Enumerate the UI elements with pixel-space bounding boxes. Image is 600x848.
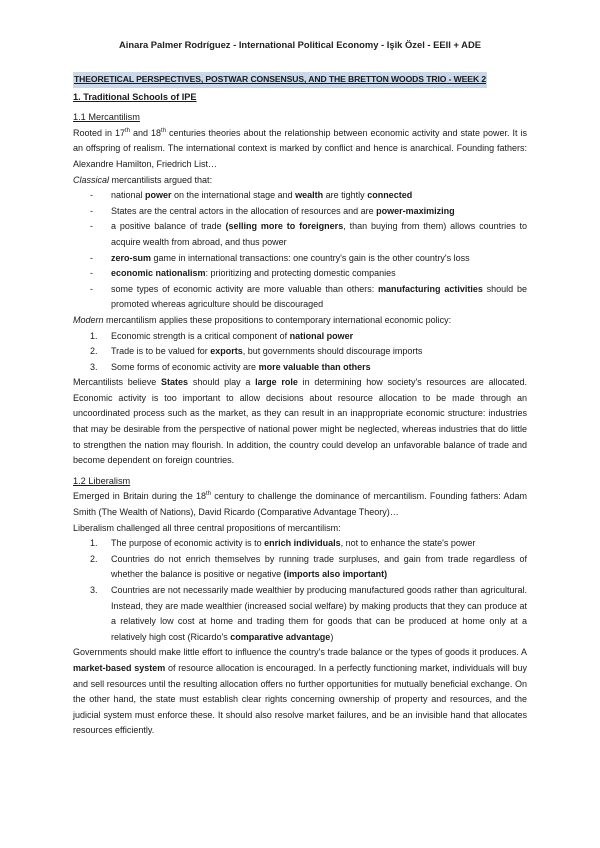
liberalism-paragraph-2: Governments should make little effort to influence the country's trade balance or the types of goods it produces. A market-based system of resource allocation is encouraged. In a perfectly functioning market, individuals will buy and sell resources until the resulting allocation offers no further opportunities for mutually beneficial exchange. On the other hand, the state must establish clear rights concerning ownership of property and resources, and the judicial system must enforce these. It should also resolve market failures, and be an invisible hand that allocates resources efficiently. bbox=[73, 647, 527, 736]
page-header: Ainara Palmer Rodríguez - International Political Economy - Işik Özel - EEII + ADE bbox=[119, 39, 481, 50]
classical-bullet-list bbox=[73, 188, 527, 313]
section-heading-traditional-schools: 1. Traditional Schools of IPE bbox=[73, 91, 197, 102]
mercantilism-paragraph-2: Mercantilists believe States should play a large role in determining how society's resources are allocated. Economic activity is too important to allow decisions about resource allocation to be made through an uncoordinated process such as the market, as they can result in an inappropriate economic structure: industries that may be desirable from the perspective of national power might be neglected, whereas industries that do little to strengthen the nation may flourish. In addition, the country could develop an unfavorable balance of trade and become dependent on foreign countries. bbox=[73, 377, 528, 466]
document-body bbox=[73, 72, 527, 739]
list-item: 1. Economic strength is a critical component of national power bbox=[90, 330, 354, 341]
list-item: 3. Countries are not necessarily made wealthier by producing manufactured goods rather than agricultural. Instead, they are made wealthier (increased social welfare) by making products that they can produce at a relatively low cost at home and trading them for goods that can be produced at home only at a relatively high cost (Ricardo's comparative advantage) bbox=[90, 585, 527, 642]
list-item: - a positive balance of trade (selling more to foreigners, than buying from them) allows countries to acquire wealth from abroad, and thus power bbox=[73, 219, 527, 250]
liberalism-numbered-list bbox=[73, 536, 527, 645]
list-item: - States are the central actors in the allocation of resources and are power-maximizing bbox=[73, 204, 527, 220]
list-item: 2. Countries do not enrich themselves by running trade surpluses, and gain from trade regardless of whether the balance is positive or negative (imports also important) bbox=[90, 553, 527, 580]
list-item: 3. Some forms of economic activity are more valuable than others bbox=[90, 361, 371, 372]
classical-intro: Classical mercantilists argued that: bbox=[73, 174, 213, 185]
mercantilism-paragraph-1: Rooted in 17th and 18th centuries theories about the relationship between economic activity and state power. It is an offspring of realism. The international context is marked by conflict and hence is anarchical. Founding fathers: Alexandre Hamilton, Friedrich List… bbox=[73, 127, 528, 169]
list-item: 1. The purpose of economic activity is to enrich individuals, not to enhance the state's power bbox=[90, 538, 476, 549]
list-item: - economic nationalism: prioritizing and protecting domestic companies bbox=[73, 266, 527, 282]
modern-numbered-list bbox=[73, 329, 527, 376]
subsection-heading-liberalism: 1.2 Liberalism bbox=[73, 475, 131, 486]
list-item: - some types of economic activity are more valuable than others: manufacturing activities should be promoted whereas agriculture should be discouraged bbox=[73, 282, 527, 313]
document-title: THEORETICAL PERSPECTIVES, POSTWAR CONSENSUS, AND THE BRETTON WOODS TRIO - WEEK 2 bbox=[73, 72, 487, 88]
subsection-heading-mercantilism: 1.1 Mercantilism bbox=[73, 112, 140, 123]
liberalism-intro: Liberalism challenged all three central propositions of mercantilism: bbox=[73, 522, 341, 533]
liberalism-paragraph-1: Emerged in Britain during the 18th century to challenge the dominance of mercantilism. Founding fathers: Adam Smith (The Wealth of Nations), David Ricardo (Comparative Advantage Theory)… bbox=[73, 491, 528, 518]
modern-intro: Modern mercantilism applies these propositions to contemporary international economic policy: bbox=[73, 314, 452, 325]
list-item: 2. Trade is to be valued for exports, but governments should discourage imports bbox=[90, 346, 423, 357]
list-item: - zero-sum game in international transactions: one country's gain is the other country's loss bbox=[73, 251, 527, 267]
list-item: - national power on the international stage and wealth are tightly connected bbox=[73, 188, 527, 204]
